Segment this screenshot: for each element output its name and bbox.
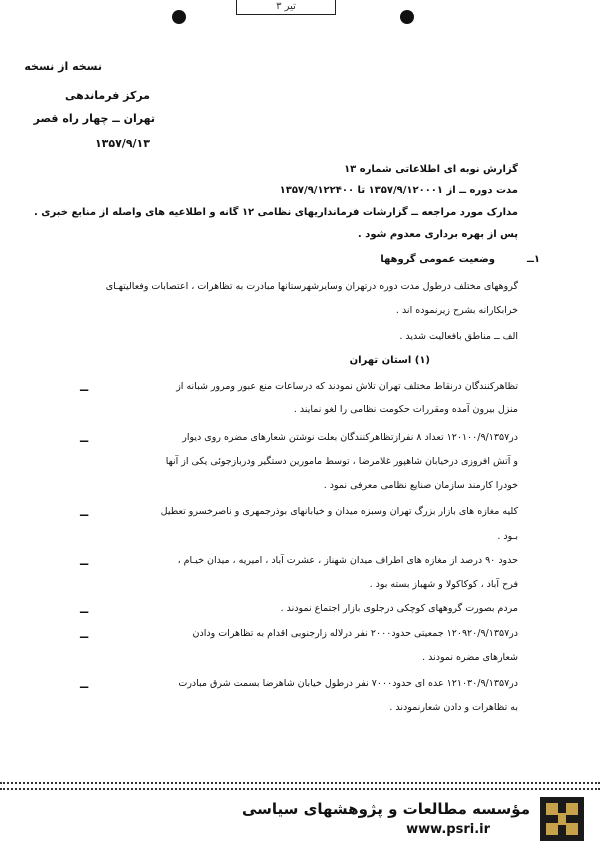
copy-line: نسخه از نسخه	[24, 60, 102, 73]
item-1-line-2: منزل بیرون آمده ومقررات حکومت نظامی را لغو نمایند .	[293, 404, 518, 415]
bullet-dash: ــ	[80, 554, 89, 568]
subsection-alef: الف ــ مناطق بافعالیت شدید .	[399, 331, 518, 342]
reference-documents: مدارک مورد مراجعه ــ گزارشات فرمانداریهای نظامی ۱۲ گانه و اطلاعیه های واصله از منابع خبری .	[34, 207, 518, 218]
item-3-line-2: بـود .	[497, 531, 518, 542]
report-period: مدت دوره ــ از ۱۳۵۷/۹/۱۲۰۰۰۱ تا ۱۳۵۷/۹/۱۲۲۴۰۰	[279, 185, 518, 196]
item-7-line-1: در۱۲۱۰۳۰/۹/۱۳۵۷ عده ای حدود۷۰۰۰ نفر درطول خیابان شاهرضا بسمت شرق مبادرت	[178, 678, 518, 689]
institute-name: مؤسسه مطالعات و پژوهشهای سیاسی	[241, 800, 530, 818]
report-title: گزارش نوبه ای اطلاعاتی شماره ۱۳	[344, 164, 518, 175]
section-title: وضعیت عمومی گروهها	[380, 254, 495, 265]
item-4-line-1: حدود ۹۰ درصد از مغازه های اطراف میدان شهناز ، عشرت آباد ، امیریه ، میدان خیـام ،	[177, 555, 518, 566]
section-intro-1: گروههای مختلف درطول مدت دوره درتهران وسایرشهرستانها مبادرت به تظاهرات ، اعتصابات وفعالیتهـای	[105, 281, 518, 292]
item-6-line-2: شعارهای مضره نمودند .	[422, 652, 518, 663]
institute-logo-icon	[540, 797, 584, 841]
institute-url: www.psri.ir	[406, 822, 490, 837]
destroy-note: پس از بهره برداری معدوم شود .	[357, 229, 518, 240]
perforation-line	[0, 788, 600, 790]
top-stamp: تیر ۳	[236, 0, 336, 15]
item-6-line-1: در۱۲۰۹۲۰/۹/۱۳۵۷ جمعیتی حدود۲۰۰۰ نفر درلاله زارجنوبی اقدام به تظاهرات ودادن	[192, 628, 518, 639]
section-number: ۱ــ	[527, 254, 540, 265]
header-date: ۱۳۵۷/۹/۱۳	[94, 137, 150, 150]
item-4-line-2: فرح آباد ، کوکاکولا و شهباز بسته بود .	[369, 579, 518, 590]
header-org: مرکز فرماندهی	[65, 89, 150, 102]
item-2-line-3: خودرا کارمند سازمان صنایع نظامی معرفی نمود .	[323, 480, 518, 491]
bullet-dash: ــ	[80, 431, 89, 445]
item-1-line-1: تظاهرکنندگان درنقاط مختلف تهران تلاش نمودند که درساعات منع عبور ومرور شبانه از	[176, 381, 518, 392]
bullet-dash: ــ	[80, 380, 89, 394]
province-heading: (۱) استان تهران	[349, 355, 430, 366]
bullet-dash: ــ	[80, 602, 89, 616]
item-2-line-2: و آتش افروزی درخیابان شاهپور غلامرضا ، توسط مامورین دستگیر ودربازجوئی یکی از آنها	[165, 456, 518, 467]
punch-hole-right	[400, 10, 414, 24]
header-place: تهران ــ چهار راه قصر	[33, 112, 155, 125]
bullet-dash: ــ	[80, 627, 89, 641]
punch-hole-left	[172, 10, 186, 24]
item-5-line-1: مردم بصورت گروههای کوچکی درجلوی بازار اجتماع نمودند .	[280, 603, 518, 614]
section-intro-2: خرابکارانه بشرح زیرنموده اند .	[395, 305, 518, 316]
bullet-dash: ــ	[80, 677, 89, 691]
bullet-dash: ــ	[80, 505, 89, 519]
item-7-line-2: به تظاهرات و دادن شعارنمودند .	[389, 702, 518, 713]
item-3-line-1: کلیه مغازه های بازار بزرگ تهران وسبزه میدان و خیابانهای بوذرجمهری و ناصرخسرو تعطیل	[160, 506, 518, 517]
perforation-line	[0, 782, 600, 784]
item-2-line-1: در۱۲۰۱۰۰/۹/۱۳۵۷ تعداد ۸ نفرازتظاهرکنندگان بعلت نوشتن شعارهای مضره روی دیوار	[182, 432, 518, 443]
